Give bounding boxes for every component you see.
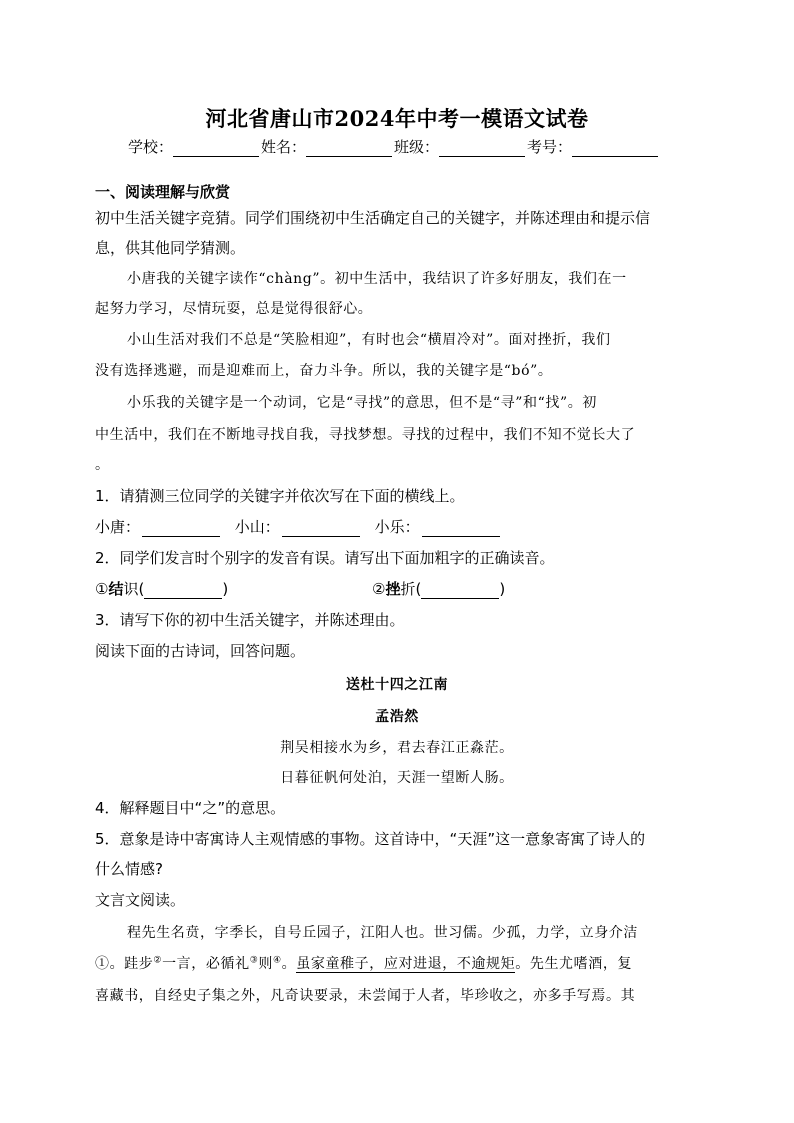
shan-answer-blank[interactable]	[282, 521, 360, 537]
name-blank[interactable]	[306, 140, 392, 157]
underlined-sentence: 虽家童稚子，应对进退，不逾规矩	[296, 956, 516, 972]
item-a-bold-char: 结	[108, 580, 124, 598]
classical-line-1: 程先生名贲，字季长，自号丘园子，江阳人也。世习儒。少孤，力学，立身介洁	[127, 925, 638, 941]
footnote-4[interactable]: ④	[272, 955, 282, 966]
tang-answer-label: 小唐：	[95, 518, 141, 536]
item-b-marker: ②	[372, 580, 386, 598]
classical-text: ①。跬步	[95, 956, 154, 972]
item-a-blank[interactable]	[144, 583, 222, 599]
question-1-answers	[95, 516, 510, 537]
footnote-3[interactable]: ③	[249, 955, 259, 966]
page-title: 河北省唐山市2024年中考一模语文试卷	[205, 106, 589, 131]
school-label: 学校：	[128, 138, 174, 156]
question-1: 1．请猜测三位同学的关键字并依次写在下面的横线上。	[95, 487, 465, 505]
number-blank[interactable]	[572, 140, 658, 157]
tang-paragraph-line-2: 起努力学习，尽情玩耍，总是觉得很舒心。	[95, 301, 373, 317]
shan-answer-label: 小山：	[234, 518, 280, 536]
classical-text: 。	[281, 956, 297, 972]
poem-intro: 阅读下面的古诗词，回答问题。	[95, 642, 306, 660]
item-b-char: 折	[400, 580, 416, 598]
poem-line-2: 日暮征帆何处泊，天涯一望断人肠。	[280, 770, 514, 786]
student-info-row	[128, 136, 660, 157]
shan-paragraph-line-1: 小山生活对我们不总是“笑脸相迎”，有时也会“横眉冷对”。面对挫折，我们	[127, 332, 611, 348]
question-2-item-b: ②挫折( )	[372, 580, 506, 598]
question-2: 2．同学们发言时个别字的发音有误。请写出下面加粗字的正确读音。	[95, 549, 555, 567]
tang-paragraph-line-1: 小唐我的关键字读作“chàng”。初中生活中，我结识了许多好朋友，我们在一	[127, 271, 627, 287]
school-blank[interactable]	[173, 140, 259, 157]
number-label: 考号：	[527, 138, 573, 156]
class-label: 班级：	[394, 138, 440, 156]
question-5-line-1: 5．意象是诗中寄寓诗人主观情感的事物。这首诗中，“天涯”这一意象寄寓了诗人的	[95, 830, 646, 848]
le-paragraph-line-2: 中生活中，我们在不断地寻找自我，寻找梦想。寻找的过程中，我们不知不觉长大了	[95, 427, 636, 443]
tang-answer-blank[interactable]	[142, 521, 220, 537]
item-a-char: 识	[123, 580, 139, 598]
item-a-marker: ①	[95, 580, 109, 598]
class-blank[interactable]	[439, 140, 525, 157]
le-paragraph-line-1: 小乐我的关键字是一个动词，它是“寻找”的意思，但不是“寻”和“找”。初	[127, 395, 597, 411]
classical-text: 。先生尤嗜酒，复	[515, 956, 633, 972]
classical-text: 一言，必循礼	[162, 956, 250, 972]
classical-line-3: 喜藏书，自经史子集之外，凡奇诀要录，未尝闻于人者，毕珍收之，亦多手写焉。其	[95, 988, 636, 1004]
intro-line-2: 息，供其他同学猜测。	[95, 239, 246, 257]
footnote-2[interactable]: ②	[153, 955, 163, 966]
classical-text: 则	[258, 956, 273, 972]
shan-paragraph-line-2: 没有选择逃避，而是迎难而上，奋力斗争。所以，我的关键字是“bó”。	[95, 363, 553, 379]
question-4: 4．解释题目中“之”的意思。	[95, 799, 286, 817]
le-answer-blank[interactable]	[422, 521, 500, 537]
le-paragraph-line-3: 。	[95, 457, 110, 473]
item-b-bold-char: 挫	[385, 580, 401, 598]
item-b-blank[interactable]	[421, 583, 499, 599]
question-5-line-2: 什么情感?	[95, 860, 163, 878]
section-heading: 一、阅读理解与欣赏	[95, 183, 231, 201]
question-2-item-a: ①结识( )	[95, 580, 229, 598]
intro-line-1: 初中生活关键字竞猜。同学们围绕初中生活确定自己的关键字，并陈述理由和提示信	[95, 209, 651, 227]
name-label: 姓名：	[261, 138, 307, 156]
poem-title: 送杜十四之江南	[345, 677, 449, 693]
poem-line-1: 荆吴相接水为乡，君去春江正淼茫。	[280, 740, 514, 756]
question-3: 3．请写下你的初中生活关键字，并陈述理由。	[95, 611, 405, 629]
poem-author: 孟浩然	[375, 709, 419, 725]
le-answer-label: 小乐：	[374, 518, 420, 536]
classical-intro: 文言文阅读。	[95, 891, 186, 909]
classical-line-2	[95, 953, 632, 973]
